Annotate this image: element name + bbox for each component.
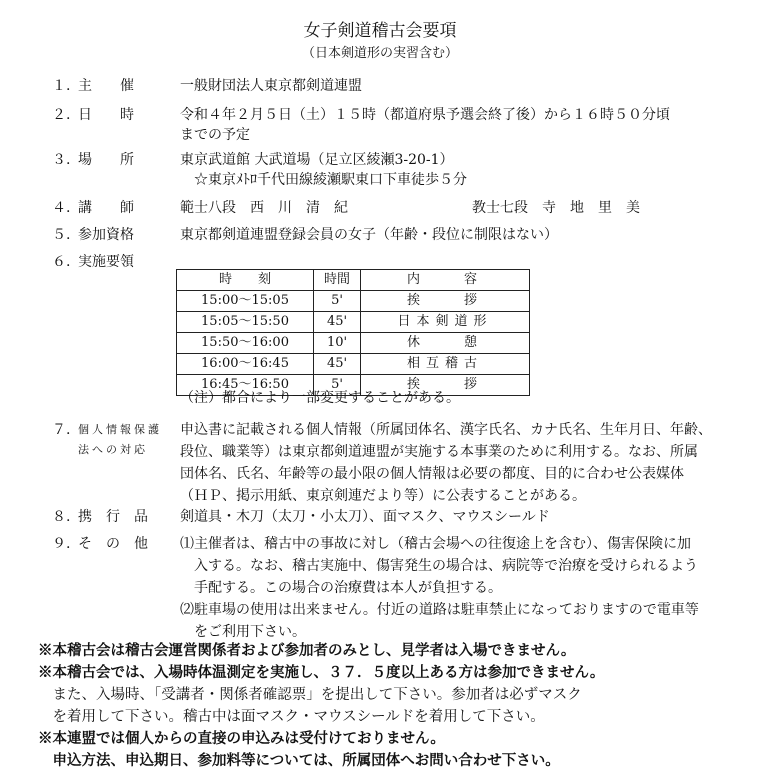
table-cell: 日本剣道形 xyxy=(361,312,530,333)
item-label: 日 時 xyxy=(78,107,134,123)
item-label: そ の 他 xyxy=(78,536,148,552)
item-text: をご利用下さい。 xyxy=(180,624,306,640)
item-label: 場 所 xyxy=(78,152,134,168)
footer-note: を着用して下さい。稽古中は面マスク・マウスシールドを着用して下さい。 xyxy=(38,709,545,725)
item-text: 入する。なお、稽古実施中、傷害発生の場合は、病院等で治療を受けられるよう xyxy=(180,558,698,574)
table-row xyxy=(177,354,530,375)
item-text: までの予定 xyxy=(180,127,250,143)
item-text: （ＨＰ、掲示用紙、東京剣連だより等）に公表することがある。 xyxy=(180,488,586,504)
document-title: 女子剣道稽古会要項 xyxy=(303,21,457,41)
item-label: 講 師 xyxy=(78,200,134,216)
table-row xyxy=(177,291,530,312)
instructor-name: 教士七段 寺 地 里 美 xyxy=(472,200,640,216)
item-text: 東京武道館 大武道場（足立区綾瀬3-20-1） xyxy=(180,152,454,168)
table-cell: 10' xyxy=(314,333,361,354)
item-label-line: 法への対応 xyxy=(78,443,148,456)
item-text: ⑴主催者は、稽古中の事故に対し（稽古会場への往復途上を含む）、傷害保険に加 xyxy=(180,536,691,552)
item-label: 実施要領 xyxy=(78,254,134,270)
footer-notes xyxy=(38,640,750,772)
instructor-name: 範士八段 西 川 清 紀 xyxy=(180,200,348,216)
item-text: 段位、職業等）は東京都剣道連盟が実施する本事業のために利用する。なお、所属 xyxy=(180,444,698,460)
footer-note: ※本稽古会は稽古会運営関係者および参加者のみとし、見学者は入場できません。 xyxy=(38,642,576,659)
schedule-note: （注）都合により一部変更することがある。 xyxy=(180,390,460,406)
table-cell: 5' xyxy=(314,375,361,396)
table-row xyxy=(177,312,530,333)
column-header: 時 刻 xyxy=(177,270,314,291)
table-cell: 16:00～16:45 xyxy=(177,354,314,375)
item-number: ２. xyxy=(52,107,71,123)
item-number: ４. xyxy=(52,200,71,216)
item-number: ９. xyxy=(52,536,71,552)
schedule-table xyxy=(176,269,530,396)
table-cell: 15:05～15:50 xyxy=(177,312,314,333)
table-cell: 休 憩 xyxy=(361,333,530,354)
column-header: 時間 xyxy=(314,270,361,291)
item-number: ３. xyxy=(52,152,71,168)
footer-note: 申込方法、申込期日、参加料等については、所属団体へお問い合わせ下さい。 xyxy=(38,752,560,769)
item-text: ☆東京ﾒﾄﾛ千代田線綾瀬駅東口下車徒歩５分 xyxy=(180,172,467,188)
table-cell: 15:00～15:05 xyxy=(177,291,314,312)
item-text: 申込書に記載される個人情報（所属団体名、漢字氏名、カナ氏名、生年月日、年齢、 xyxy=(180,422,712,438)
item-number: ７. xyxy=(52,422,71,438)
table-cell: 相互稽古 xyxy=(361,354,530,375)
item-text: 団体名、氏名、年齢等の最小限の個人情報は必要の都度、目的に合わせ公表媒体 xyxy=(180,466,684,482)
item-text: 剣道具・木刀（太刀・小太刀）、面マスク、マウスシールド xyxy=(180,509,550,525)
item-number: １. xyxy=(52,78,71,94)
table-cell: 45' xyxy=(314,354,361,375)
table-header-row xyxy=(177,270,530,291)
table-cell: 5' xyxy=(314,291,361,312)
column-header: 内 容 xyxy=(361,270,530,291)
table-row xyxy=(177,333,530,354)
footer-note: ※本連盟では個人からの直接の申込みは受付けておりません。 xyxy=(38,730,445,747)
table-cell: 45' xyxy=(314,312,361,333)
item-number: ６. xyxy=(52,254,71,270)
item-text: 手配する。この場合の治療費は本人が負担する。 xyxy=(180,580,502,596)
item-number: ８. xyxy=(52,509,71,525)
item-label: 携 行 品 xyxy=(78,509,148,525)
item-text: 東京都剣道連盟登録会員の女子（年齢・段位に制限はない） xyxy=(180,227,558,243)
table-cell: 16:45～16:50 xyxy=(177,375,314,396)
item-number: ５. xyxy=(52,227,71,243)
table-cell: 15:50～16:00 xyxy=(177,333,314,354)
footer-note: また、入場時、「受講者・関係者確認票」を提出して下さい。参加者は必ずマスク xyxy=(38,687,582,703)
table-cell: 挨 拶 xyxy=(361,291,530,312)
item-label: 主 催 xyxy=(78,78,134,94)
item-label-line: 個人情報保護 xyxy=(78,423,162,436)
item-text: 一般財団法人東京都剣道連盟 xyxy=(180,78,362,94)
table-cell: 挨 拶 xyxy=(361,375,530,396)
document-subtitle: （日本剣道形の実習含む） xyxy=(301,46,458,61)
item-label: 参加資格 xyxy=(78,227,134,243)
item-text: 令和４年２月５日（土）１５時（都道府県予選会終了後）から１６時５０分頃 xyxy=(180,107,670,123)
item-text: ⑵駐車場の使用は出来ません。付近の道路は駐車禁止になっておりますので電車等 xyxy=(180,602,699,618)
footer-note: ※本稽古会では、入場時体温測定を実施し、３７．５度以上ある方は参加できません。 xyxy=(38,664,605,681)
